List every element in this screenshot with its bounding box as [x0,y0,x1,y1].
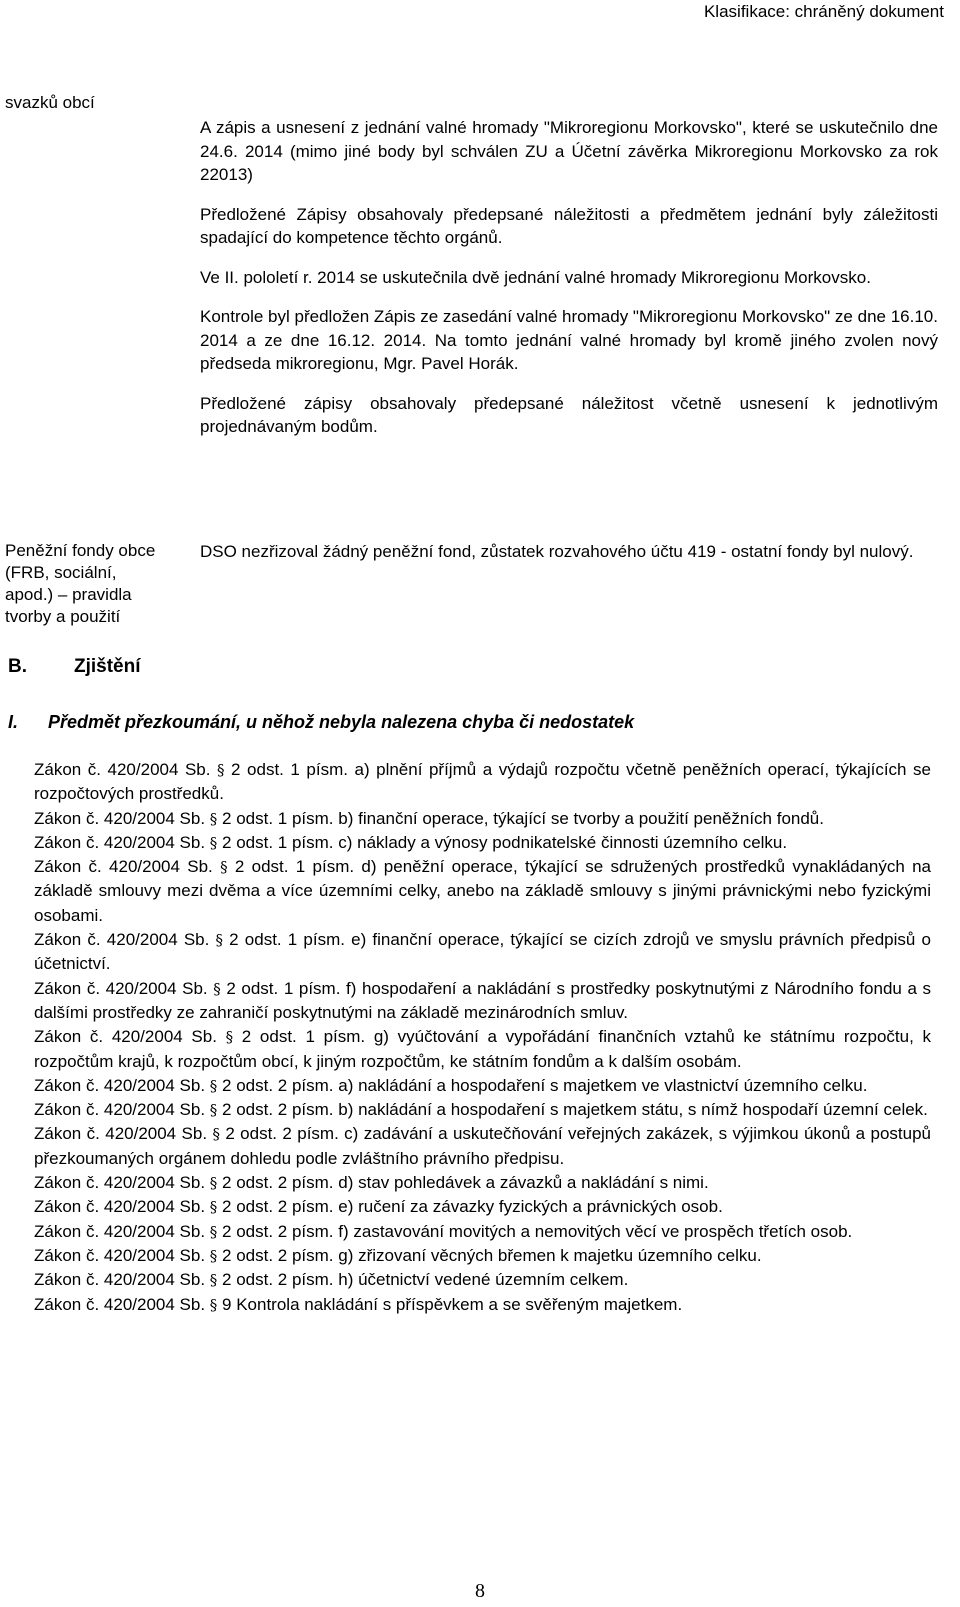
section-symbol: § [217,761,225,779]
law-item-text: 2 odst. 2 písm. a) nakládání a hospodaření s majetkem ve vlastnictví územního celku. [222,1075,868,1095]
section-i-number: I. [8,712,19,732]
section-symbol: § [209,1271,218,1290]
section-symbol: § [209,1246,218,1265]
law-item-reference: Zákon č. 420/2004 Sb. [34,1270,206,1290]
row-label-line: Peněžní fondy obce [5,541,156,560]
law-item-text: 2 odst. 1 písm. b) finanční operace, týkající se tvorby a použití peněžních fondů. [222,808,824,828]
law-item-reference: Zákon č. 420/2004 Sb. [34,1027,217,1047]
law-item-text: 2 odst. 2 písm. b) nakládání a hospodaření s majetkem státu, s nímž hospodaří územní celek. [222,1100,928,1120]
law-item-text: 2 odst. 2 písm. d) stav pohledávek a závazků a nakládání s nimi. [222,1173,709,1193]
classification-header: Klasifikace: chráněný dokument [703,2,944,21]
paragraph-zapis: A zápis a usnesení z jednání valné hromady "Mikroregionu Morkovsko", které se uskutečnilo dne 24.6. 2014 (mimo jiné body byl schválen ZU a Účetní závěrka Mikroregionu Morkovsko za rok 22013) [200,118,938,184]
law-item-text: 9 Kontrola nakládání s příspěvkem a se svěřeným majetkem. [222,1294,683,1314]
law-item-text: 2 odst. 1 písm. e) finanční operace, týkající se cizích zdrojů ve smyslu právních předpisů o účetnictví. [34,930,931,974]
section-symbol: § [209,1222,218,1241]
law-item [34,855,931,928]
section-b-number: B. [8,656,27,677]
row-content-svazky [200,116,938,439]
law-item-reference: Zákon č. 420/2004 Sb. [34,832,206,852]
paragraph-predlozene-zapisy: Předložené Zápisy obsahovaly předepsané náležitosti a předmětem jednání byly záležitosti spadající do kompetence těchto orgánů. [200,204,938,247]
law-item-text: 2 odst. 1 písm. d) peněžní operace, týkající se sdružených prostředků vynakládaných na základě smlouvy mezi dvěma a více územními celky, anebo na základě smlouvy s jinými právnickými nebo fyzickými osobami. [34,857,931,925]
section-i-heading [8,710,634,734]
law-item-text: 2 odst. 2 písm. f) zastavování movitých a nemovitých věcí ve prospěch třetích osob. [222,1221,853,1241]
law-item-reference: Zákon č. 420/2004 Sb. [34,1124,208,1144]
paragraph-kontrole: Kontrole byl předložen Zápis ze zasedání valné hromady "Mikroregionu Morkovsko" ze dne 16.10. 2014 a ze dne 16.12. 2014. Na tomto jednání valné hromady byl kromě jiného zvolen nový předseda mikroregionu, Mgr. Pavel Horák. [200,307,938,373]
law-item-reference: Zákon č. 420/2004 Sb. [34,1197,206,1217]
page-number: 8 [475,1580,485,1602]
law-item [34,1098,931,1122]
section-symbol: § [209,833,218,852]
law-item [34,1268,931,1292]
law-item [34,977,931,1026]
law-item-reference: Zákon č. 420/2004 Sb. [34,930,210,950]
law-item [34,1293,931,1317]
section-symbol: § [215,931,224,950]
row-label-line: tvorby a použití [5,607,121,626]
section-b-heading [8,655,141,679]
section-symbol: § [209,1295,218,1314]
law-item-reference: Zákon č. 420/2004 Sb. [34,1221,206,1241]
law-item-reference: Zákon č. 420/2004 Sb. [34,808,206,828]
law-item-reference: Zákon č. 420/2004 Sb. [34,1245,206,1265]
law-item [34,807,931,831]
law-item [34,1171,931,1195]
law-item [34,1025,931,1074]
law-item [34,928,931,977]
row-content-fondy: DSO nezřizoval žádný peněžní fond, zůstatek rozvahového účtu 419 - ostatní fondy byl nulový. [200,542,914,561]
law-item-reference: Zákon č. 420/2004 Sb. [34,978,208,998]
law-item-text: 2 odst. 1 písm. g) vyúčtování a vypořádání finančních vztahů ke státnímu rozpočtu, k rozpočtům krajů, k rozpočtům obcí, k jiným rozpočtům, ke státním fondům a k dalším osobám. [34,1027,931,1071]
law-item-text: 2 odst. 2 písm. g) zřizovaní věcných břemen k majetku územního celku. [222,1245,762,1265]
row-label-line: apod.) – pravidla [5,585,132,604]
law-item-reference: Zákon č. 420/2004 Sb. [34,1075,206,1095]
section-symbol: § [220,858,228,877]
law-item-text: 2 odst. 1 písm. c) náklady a výnosy podnikatelské činnosti územního celku. [222,832,788,852]
law-item-text: 2 odst. 2 písm. c) zadávání a uskutečňování veřejných zakázek, s výjimkou úkonů a postupů přezkoumaných orgánem dohledu podle zvláštního právního předpisu. [34,1124,931,1168]
section-symbol: § [213,979,221,998]
row-label-line: (FRB, sociální, [5,563,117,582]
section-i-title: Předmět přezkoumání, u něhož nebyla nalezena chyba či nedostatek [48,712,635,732]
law-item [34,1220,931,1244]
law-item [34,758,931,807]
law-item [34,1195,931,1219]
paragraph-predlozene-zapisy-2: Předložené zápisy obsahovaly předepsané náležitost včetně usnesení k jednotlivým projednávaným bodům. [200,393,938,436]
law-item-text: 2 odst. 1 písm. f) hospodaření a nakládání s prostředky poskytnutými z Národního fondu a s dalšími prostředky ze zahraničí poskytnutými na základě mezinárodních smluv. [34,978,931,1022]
law-item [34,1122,931,1171]
section-symbol: § [209,1174,218,1193]
section-symbol: § [209,809,218,828]
section-b-title: Zjištění [74,656,141,677]
law-item-reference: Zákon č. 420/2004 Sb. [34,1294,206,1314]
law-item-text: 2 odst. 2 písm. h) účetnictví vedené územním celkem. [222,1270,629,1290]
section-symbol: § [209,1076,218,1095]
law-item [34,1074,931,1098]
law-item-text: 2 odst. 1 písm. a) plnění příjmů a výdajů rozpočtu včetně peněžních operací, týkajících se rozpočtových prostředků. [34,760,931,804]
row-label-fondy [5,540,155,628]
paragraph-pololeti: Ve II. pololetí r. 2014 se uskutečnila dvě jednání valné hromady Mikroregionu Morkovsko. [200,267,871,287]
law-item [34,831,931,855]
section-symbol: § [209,1101,218,1120]
law-item-reference: Zákon č. 420/2004 Sb. [34,760,211,779]
section-symbol: § [209,1198,218,1217]
row-label-svazky: svazků obcí [5,93,95,112]
law-item-reference: Zákon č. 420/2004 Sb. [34,1100,206,1120]
section-symbol: § [225,1028,234,1047]
law-item-reference: Zákon č. 420/2004 Sb. [34,1173,206,1193]
law-item [34,1244,931,1268]
law-item-reference: Zákon č. 420/2004 Sb. [34,857,213,877]
section-symbol: § [212,1125,220,1144]
law-item-text: 2 odst. 2 písm. e) ručení za závazky fyzických a právnických osob. [222,1197,723,1217]
law-item-list [34,758,931,1317]
